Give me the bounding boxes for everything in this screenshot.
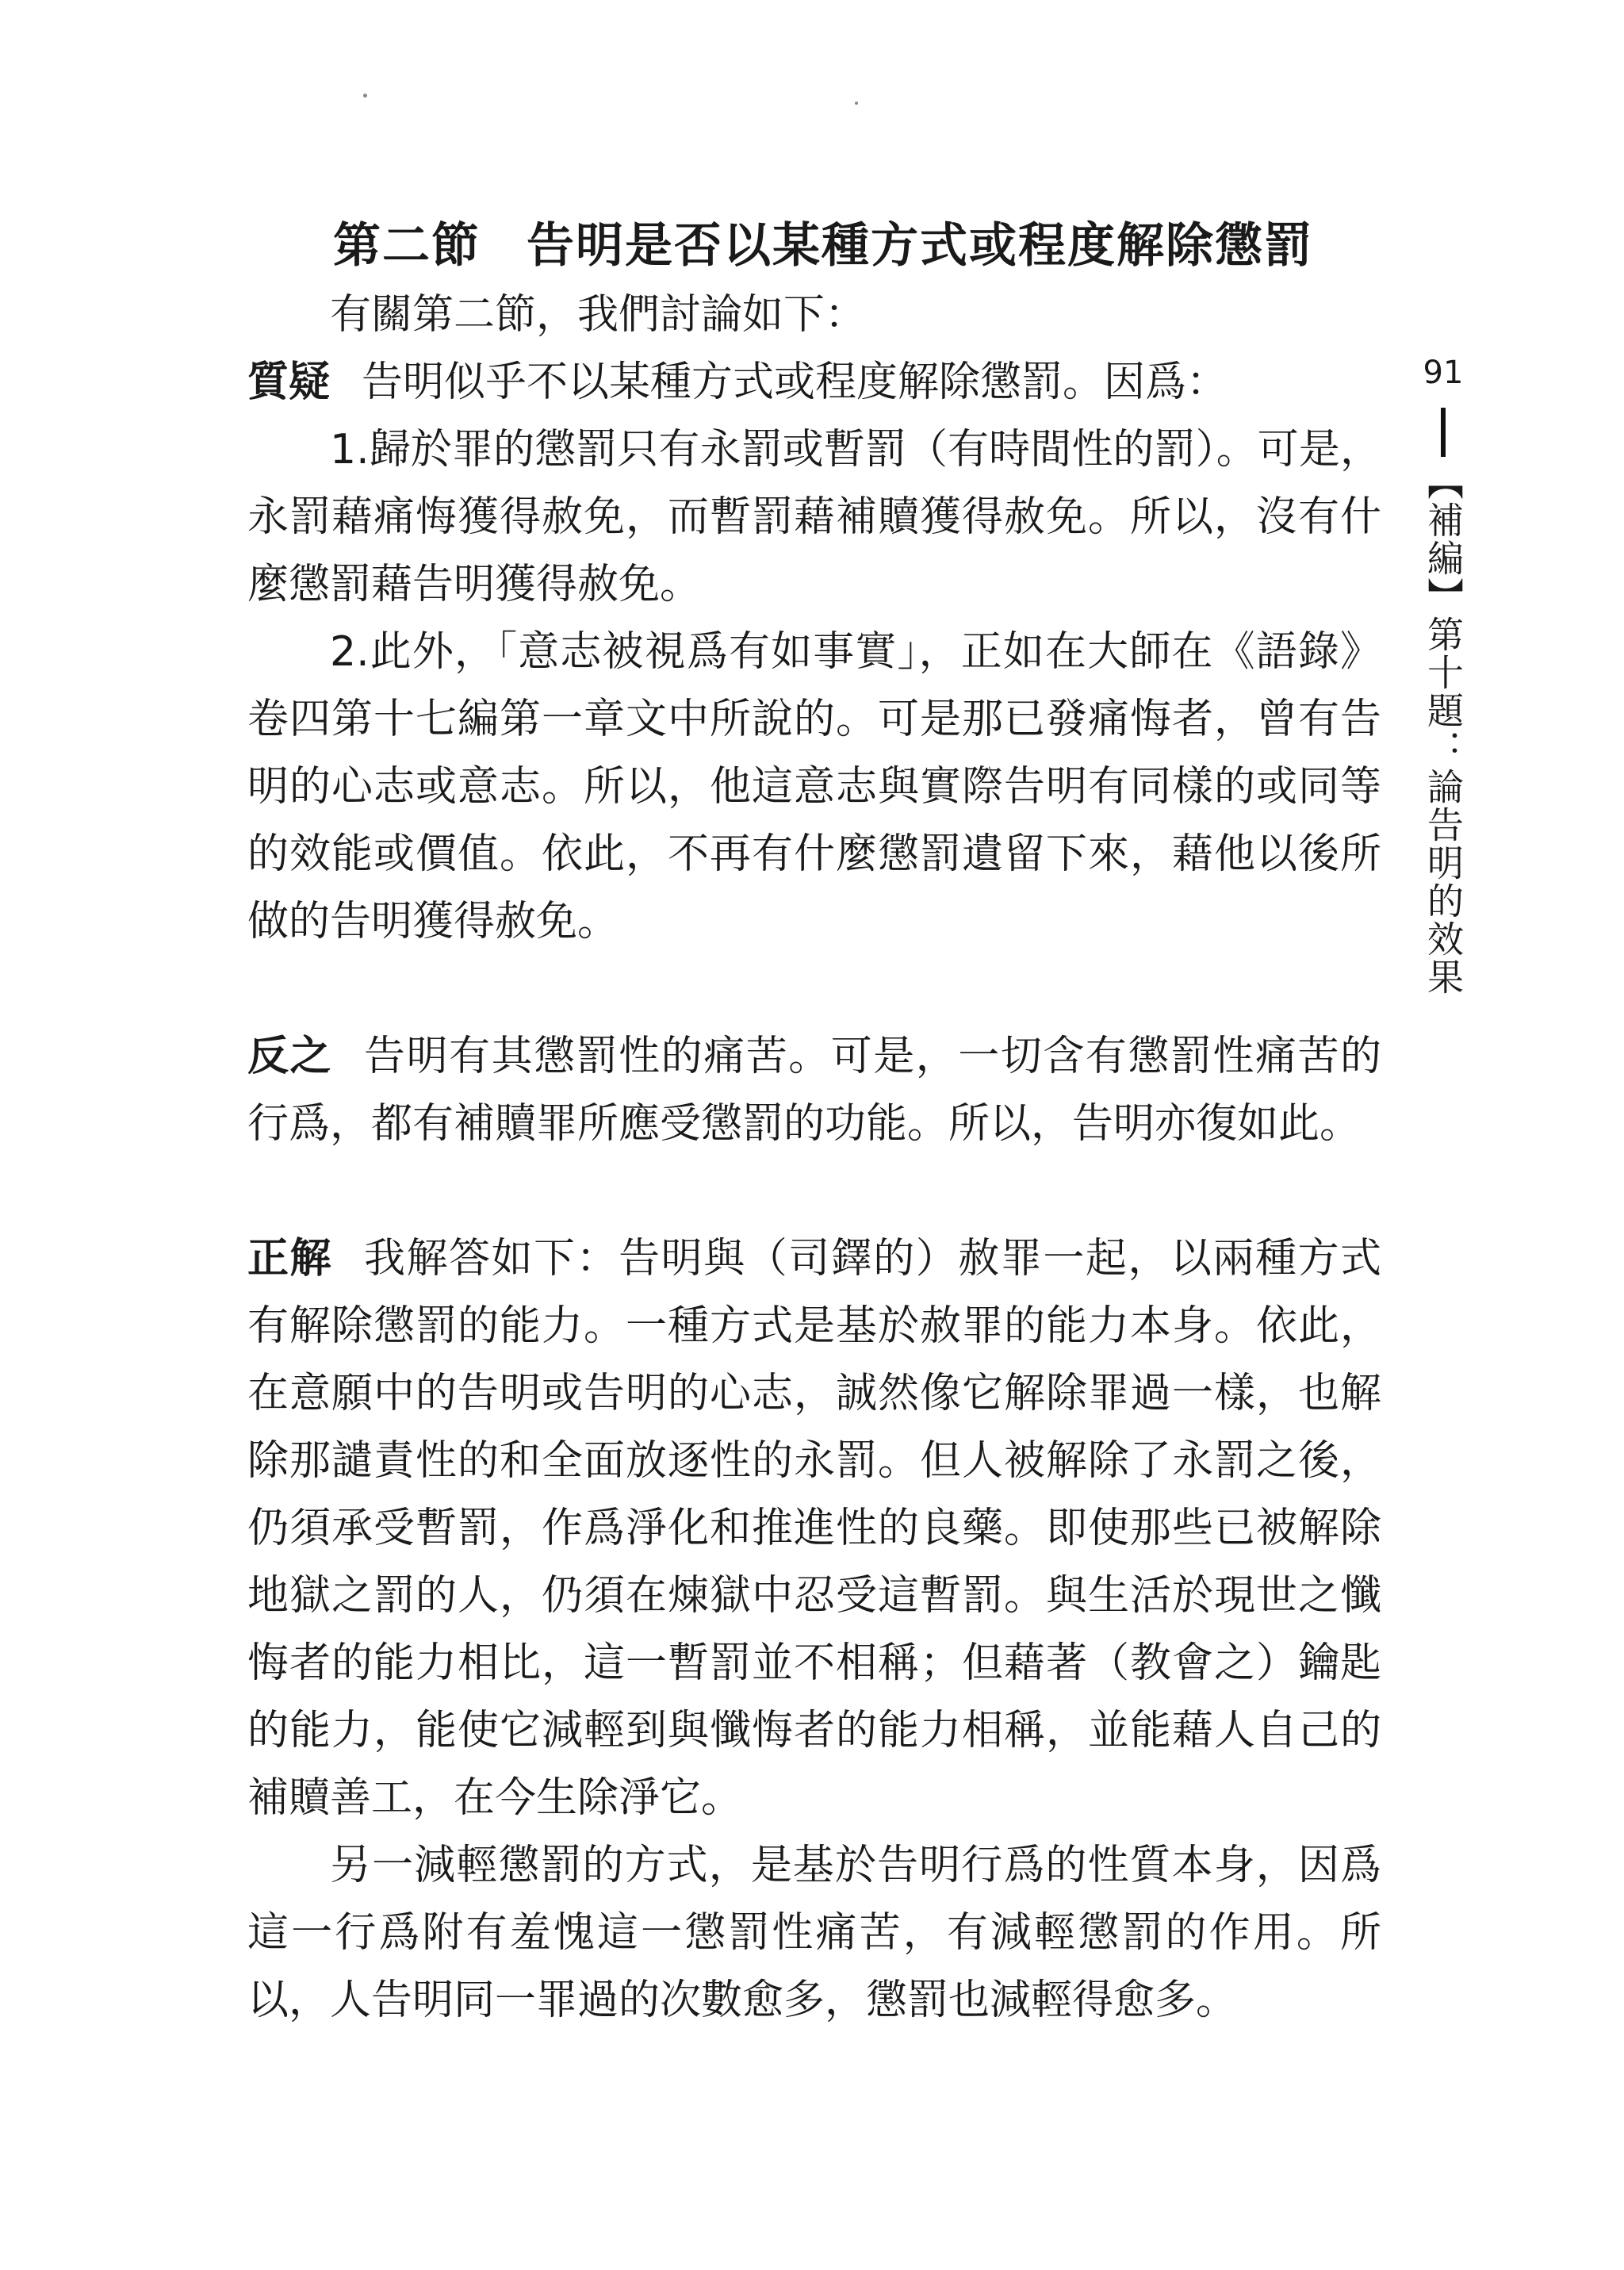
section-title (333, 208, 1364, 276)
objection-point-2: 2.此外，「意志被視爲有如事實」，正如在大師在《語錄》卷四第十七編第一章文中所說的。可是那已發痛悔者，曾有告明的心志或意志。所以，他這意志與實際告明有同樣的或同等的效能或價值。依此，不再有什麼懲罰遺留下來，藉他以後所做的告明獲得赦免。 (247, 628, 1381, 945)
answer-label: 正解 (247, 1235, 333, 1283)
contra-label: 反之 (247, 1033, 333, 1080)
answer-paragraph (247, 1225, 1381, 1832)
scan-speck (855, 102, 858, 105)
paragraph-gap (247, 956, 1381, 1023)
answer-paragraph-2: 另一減輕懲罰的方式，是基於告明行爲的性質本身，因爲這一行爲附有羞愧這一懲罰性痛苦，有減輕懲罰的作用。所以，人告明同一罪過的次數愈多，懲罰也減輕得愈多。 (247, 1842, 1381, 2024)
contra-text: 告明有其懲罰性的痛苦。可是，一切含有懲罰性痛苦的行爲，都有補贖罪所應受懲罰的功能。所以，告明亦復如此。 (247, 1033, 1381, 1148)
objection-point-1: 1.歸於罪的懲罰只有永罰或暫罰（有時間性的罰）。可是，永罰藉痛悔獲得赦免，而暫罰藉補贖獲得赦免。所以，沒有什麼懲罰藉告明獲得赦免。 (247, 426, 1381, 608)
running-head: 【補編】第十題：論告明的效果 (1422, 463, 1465, 996)
objection-text: 告明似乎不以某種方式或程度解除懲罰。因爲： (362, 359, 1228, 406)
margin-rule (1441, 408, 1446, 457)
paragraph-gap (247, 1158, 1381, 1225)
page-number: 91 (1423, 355, 1464, 391)
contra-paragraph (247, 1023, 1381, 1158)
section-number: 第二節 (333, 218, 481, 274)
objection-label: 質疑 (247, 359, 331, 406)
page-margin (1411, 349, 1475, 996)
objection-paragraph (247, 349, 1381, 416)
section-heading: 告明是否以某種方式或程度解除懲罰 (527, 218, 1313, 274)
intro-paragraph: 有關第二節，我們討論如下： (330, 291, 867, 339)
scan-speck (363, 94, 367, 98)
main-text (247, 282, 1381, 2034)
answer-text: 我解答如下：告明與（司鐸的）赦罪一起，以兩種方式有解除懲罰的能力。一種方式是基於赦罪的能力本身。依此，在意願中的告明或告明的心志，誠然像它解除罪過一樣，也解除那譴責性的和全面放逐性的永罰。但人被解除了永罰之後，仍須承受暫罰，作爲淨化和推進性的良藥。即使那些已被解除地獄之罰的人，仍須在煉獄中忍受這暫罰。與生活於現世之懺悔者的能力相比，這一暫罰並不相稱；但藉著（教會之）鑰匙的能力，能使它減輕到與懺悔者的能力相稱，並能藉人自己的補贖善工，在今生除淨它。 (247, 1235, 1381, 1822)
